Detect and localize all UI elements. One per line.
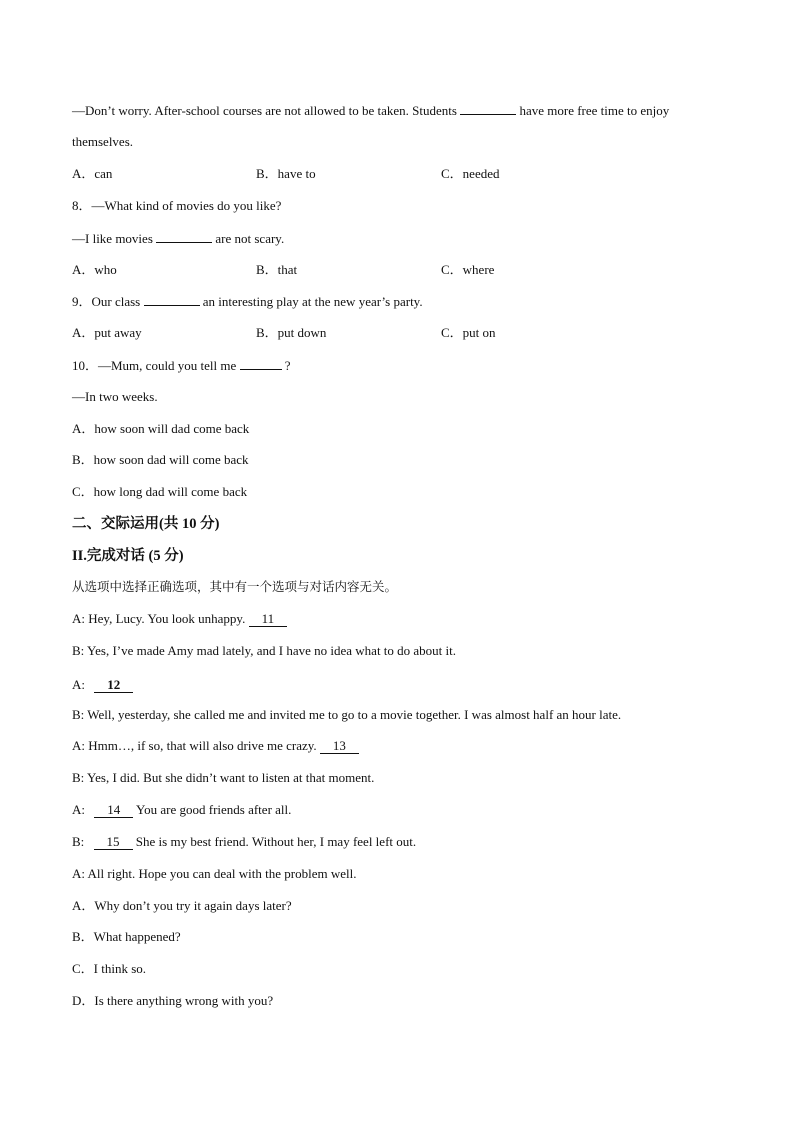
q9-text-after-blank: an interesting play at the new year’s party. [202, 294, 423, 309]
q8-option-c: C．where [441, 262, 495, 277]
q7-line2: themselves. [72, 134, 134, 149]
blank-14: 14 [94, 803, 133, 818]
q7-option-b: B．have to [256, 166, 316, 181]
choice-d: D．Is there anything wrong with you? [72, 993, 274, 1008]
q9-text-before-blank: 9．Our class [72, 294, 141, 309]
q10-answer-blank [240, 356, 282, 370]
q8-question: 8．—What kind of movies do you like? [72, 198, 282, 213]
dialogue-line-8-text: She is my best friend. Without her, I may feel left out. [135, 834, 417, 849]
dialogue-line-6: B: Yes, I did. But she didn’t want to listen at that moment. [72, 770, 375, 785]
q7-option-a: A．can [72, 166, 113, 181]
q10-text-before-blank: 10．—Mum, could you tell me [72, 358, 237, 373]
dialogue-line-9: A: All right. Hope you can deal with the problem well. [72, 866, 357, 881]
section-sub-heading: II.完成对话 (5 分) [72, 548, 184, 564]
section-instruction: 从选项中选择正确选项，其中有一个选项与对话内容无关。 [72, 579, 398, 594]
dialogue-line-3 [72, 676, 133, 694]
choice-c: C．I think so. [72, 961, 147, 976]
q10-text-after-blank: ? [284, 358, 291, 373]
q9-answer-blank [144, 292, 200, 306]
q8-option-b: B．that [256, 262, 298, 277]
section-heading: 二、交际运用(共 10 分) [72, 516, 220, 532]
q7-line1 [72, 101, 669, 120]
q7-text-before-blank: —Don’t worry. After-school courses are not allowed to be taken. Students [72, 103, 457, 118]
dialogue-line-8 [72, 833, 416, 851]
dialogue-line-2: B: Yes, I’ve made Amy mad lately, and I have no idea what to do about it. [72, 643, 457, 658]
q10-question [72, 356, 291, 375]
q8-text-before-blank: —I like movies [72, 231, 153, 246]
blank-11: 11 [249, 612, 288, 627]
q9-question [72, 292, 423, 311]
q7-answer-blank [460, 101, 516, 115]
q7-option-c: C．needed [441, 166, 500, 181]
dialogue-line-5 [72, 737, 359, 755]
dialogue-line-7 [72, 801, 291, 819]
q8-line2 [72, 229, 284, 248]
dialogue-line-7-speaker: A: [72, 802, 85, 817]
q9-option-b: B．put down [256, 325, 327, 340]
blank-15: 15 [94, 835, 133, 850]
q9-option-a: A．put away [72, 325, 142, 340]
dialogue-line-7-text: You are good friends after all. [136, 802, 292, 817]
dialogue-line-5-text: A: Hmm…, if so, that will also drive me crazy. [72, 738, 317, 753]
q10-reply: —In two weeks. [72, 389, 158, 404]
q8-option-a: A．who [72, 262, 117, 277]
q10-option-b: B．how soon dad will come back [72, 452, 249, 467]
dialogue-line-8-speaker: B: [72, 834, 85, 849]
q7-text-after-blank: have more free time to enjoy [519, 103, 670, 118]
q8-answer-blank [156, 229, 212, 243]
choice-a: A．Why don’t you try it again days later? [72, 898, 292, 913]
blank-12: 12 [94, 678, 133, 693]
dialogue-line-3-speaker: A: [72, 677, 85, 692]
choice-b: B．What happened? [72, 929, 181, 944]
q9-option-c: C．put on [441, 325, 496, 340]
blank-13: 13 [320, 739, 359, 754]
q10-option-c: C．how long dad will come back [72, 484, 248, 499]
dialogue-line-1 [72, 610, 287, 628]
q8-text-after-blank: are not scary. [215, 231, 285, 246]
q10-option-a: A．how soon will dad come back [72, 421, 250, 436]
dialogue-line-4: B: Well, yesterday, she called me and invited me to go to a movie together. I was almost half an hour late. [72, 707, 622, 722]
dialogue-line-1-text: A: Hey, Lucy. You look unhappy. [72, 611, 246, 626]
